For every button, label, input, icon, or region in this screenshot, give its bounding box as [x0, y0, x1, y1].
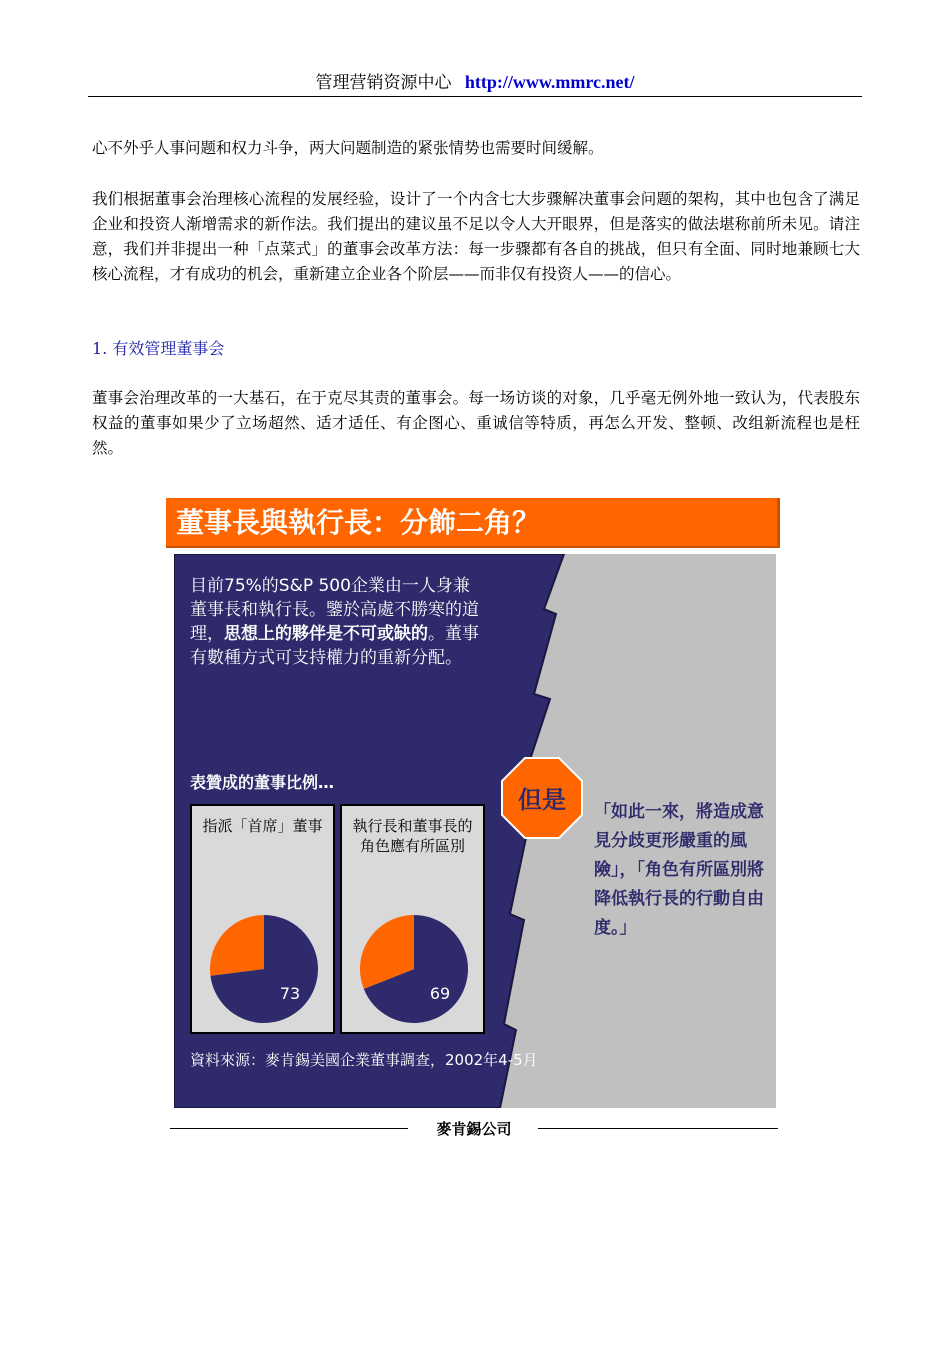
infographic-figure — [166, 498, 782, 1143]
footer-rule-left — [170, 1128, 408, 1129]
page-header — [88, 70, 862, 97]
stop-sign-label: 但是 — [518, 786, 566, 814]
paragraph-2: 我们根据董事会治理核心流程的发展经验，设计了一个内含七大步骤解决董事会问题的架构，其中也包含了满足企业和投资人渐增需求的新作法。我们提出的建议虽不足以令人大开眼界，但是落实的做法堪称前所未见。请注意，我们并非提出一种「点菜式」的董事会改革方法：每一步骤都有各自的挑战，但只有全面、同时地兼顾七大核心流程，才有成功的机会，重新建立企业各个阶层——而非仅有投资人——的信心。 — [92, 190, 860, 283]
pie-slice — [210, 915, 264, 976]
support-label: 表贊成的董事比例… — [190, 773, 335, 792]
paragraph-1: 心不外乎人事问题和权力斗争，两大问题制造的紧张情势也需要时间缓解。 — [92, 139, 604, 157]
site-url-link[interactable]: http://www.mmrc.net/ — [464, 72, 635, 92]
footer-rule-right — [538, 1128, 778, 1129]
stop-sign-icon — [500, 756, 584, 840]
source-note: 資料來源：麥肯錫美國企業董事調查，2002年4-5月 — [190, 1051, 538, 1069]
figure-title: 董事長與執行長：分飾二角？ — [166, 498, 780, 548]
brand-logo-text: 麥肯錫公司 — [436, 1120, 512, 1138]
pie-box-lead-director — [190, 804, 335, 1034]
intro-text: 目前75%的S&P 500企業由一人身兼董事長和執行長。鑒於高處不勝寒的道理，思想上的夥伴是不可或缺的。董事有數種方式可支持權力的重新分配。 — [190, 576, 479, 668]
paragraph-3: 董事会治理改革的一大基石，在于克尽其责的董事会。每一场访谈的对象，几乎毫无例外地一致认为，代表股东权益的董事如果少了立场超然、适才适任、有企图心、重诚信等特质，再怎么开发、整顿、改组新流程也是枉然。 — [92, 389, 860, 457]
pie-title-2: 執行長和董事長的角色應有所區別 — [352, 817, 473, 855]
pie-value-label: 73 — [279, 984, 301, 1003]
quote-text: 「如此一來，將造成意見分歧更形嚴重的風險」，「角色有所區別將降低執行長的行動自由度。」 — [594, 802, 764, 938]
pie-title-1: 指派「首席」董事 — [202, 817, 323, 835]
section-heading: 1. 有效管理董事会 — [92, 339, 225, 358]
pie-chart-2 — [356, 911, 472, 1027]
site-name: 管理营销资源中心 — [315, 73, 452, 93]
pie-box-separate-roles — [340, 804, 485, 1034]
pie-chart-1 — [206, 911, 322, 1027]
figure-body — [174, 554, 776, 1108]
pie-value-label: 69 — [429, 984, 451, 1003]
